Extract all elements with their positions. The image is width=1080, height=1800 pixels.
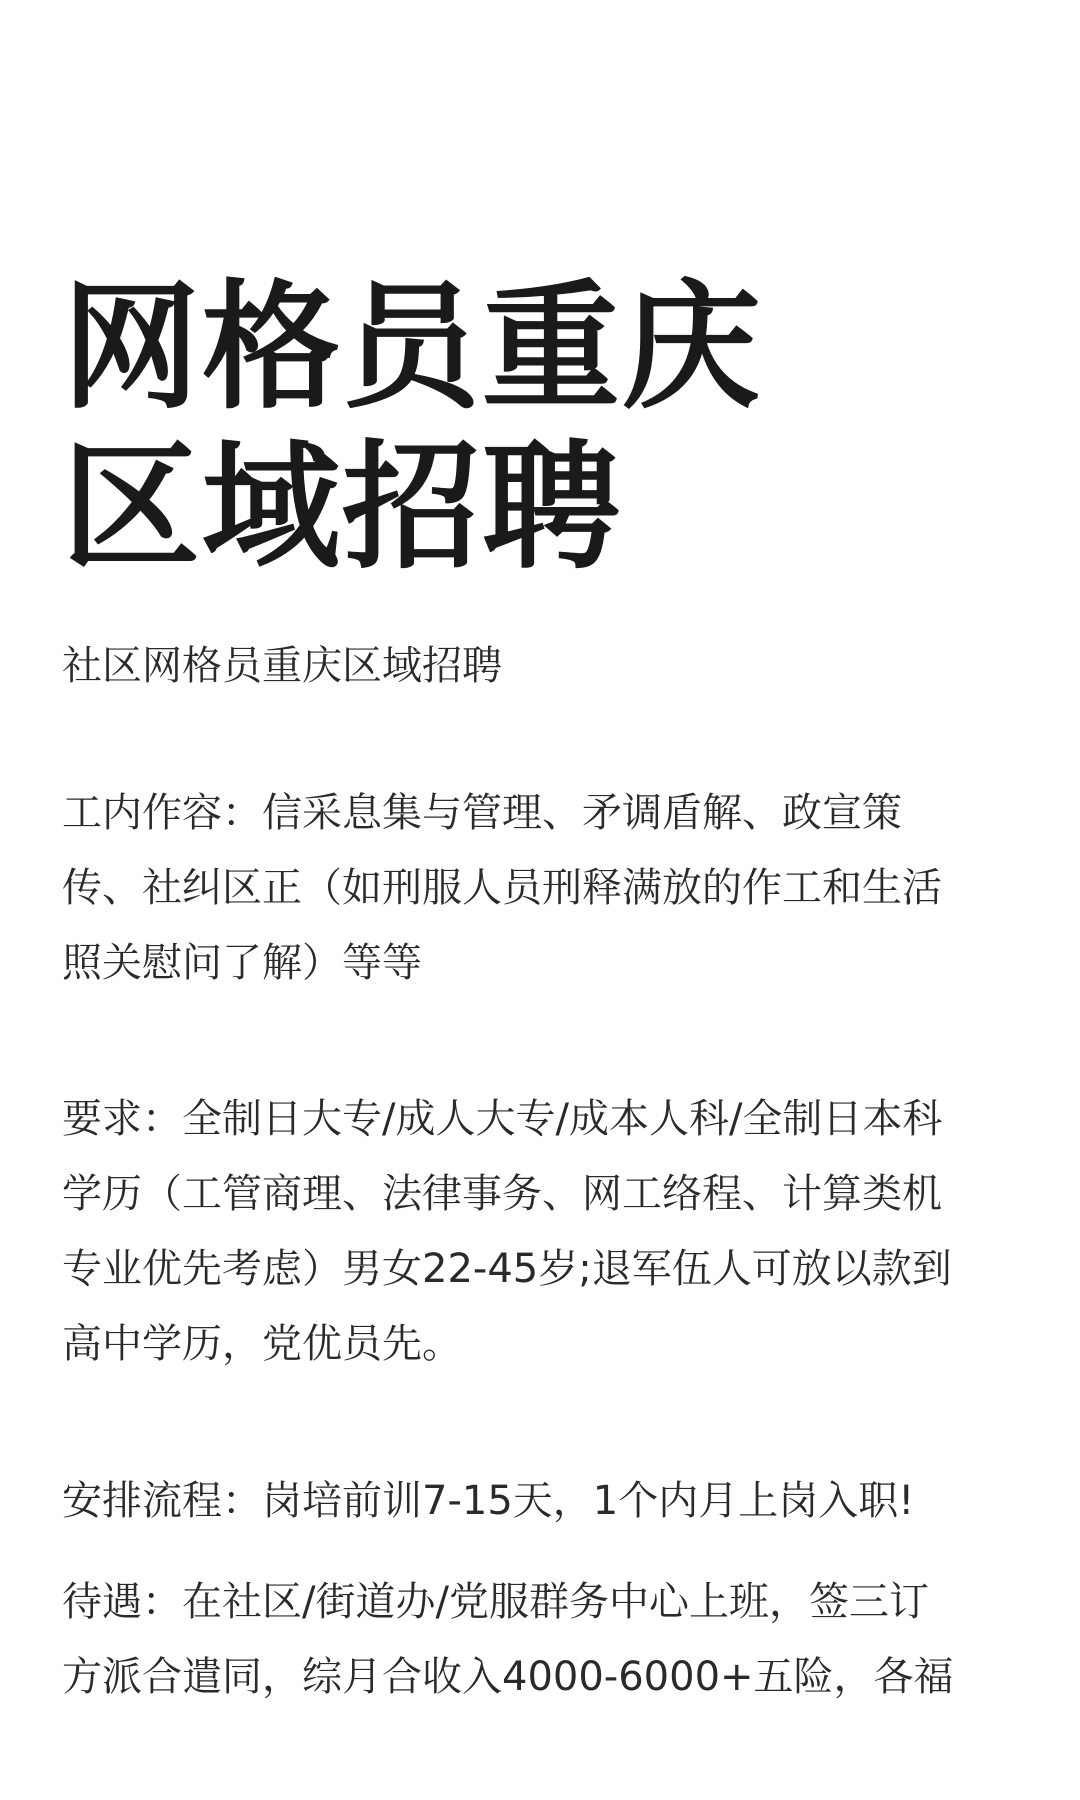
text-line: 高中学历，党优员先。 xyxy=(62,1321,462,1367)
process-paragraph xyxy=(62,1464,1022,1539)
text-line: 专业优先考虑）男女22-45岁;退军伍人可放以款到 xyxy=(62,1246,952,1292)
title-line-2: 区域招聘 xyxy=(62,427,623,588)
text-line: 要求：全制日大专/成人大专/成本人科/全制日本科 xyxy=(62,1096,943,1142)
text-line: 待遇：在社区/街道办/党服群务中心上班，签三订 xyxy=(62,1579,929,1625)
text-line: 方派合遣同，综月合收入4000-6000+五险，各福 xyxy=(62,1654,954,1700)
requirements-paragraph xyxy=(62,1082,1022,1382)
text-line: 照关慰问了解）等等 xyxy=(62,940,422,986)
subtitle: 社区网格员重庆区域招聘 xyxy=(62,643,502,689)
text-line: 工内作容：信采息集与管理、矛调盾解、政宣策 xyxy=(62,790,902,836)
benefits-paragraph xyxy=(62,1565,1022,1715)
page-title xyxy=(62,268,962,588)
text-line: 传、社纠区正（如刑服人员刑释满放的作工和生活 xyxy=(62,865,942,911)
job-content-paragraph xyxy=(62,776,1022,1001)
text-line: 安排流程：岗培前训7-15天，1个内月上岗入职! xyxy=(62,1478,915,1524)
title-line-1: 网格员重庆 xyxy=(62,267,763,428)
text-line: 学历（工管商理、法律事务、网工络程、计算类机 xyxy=(62,1171,942,1217)
